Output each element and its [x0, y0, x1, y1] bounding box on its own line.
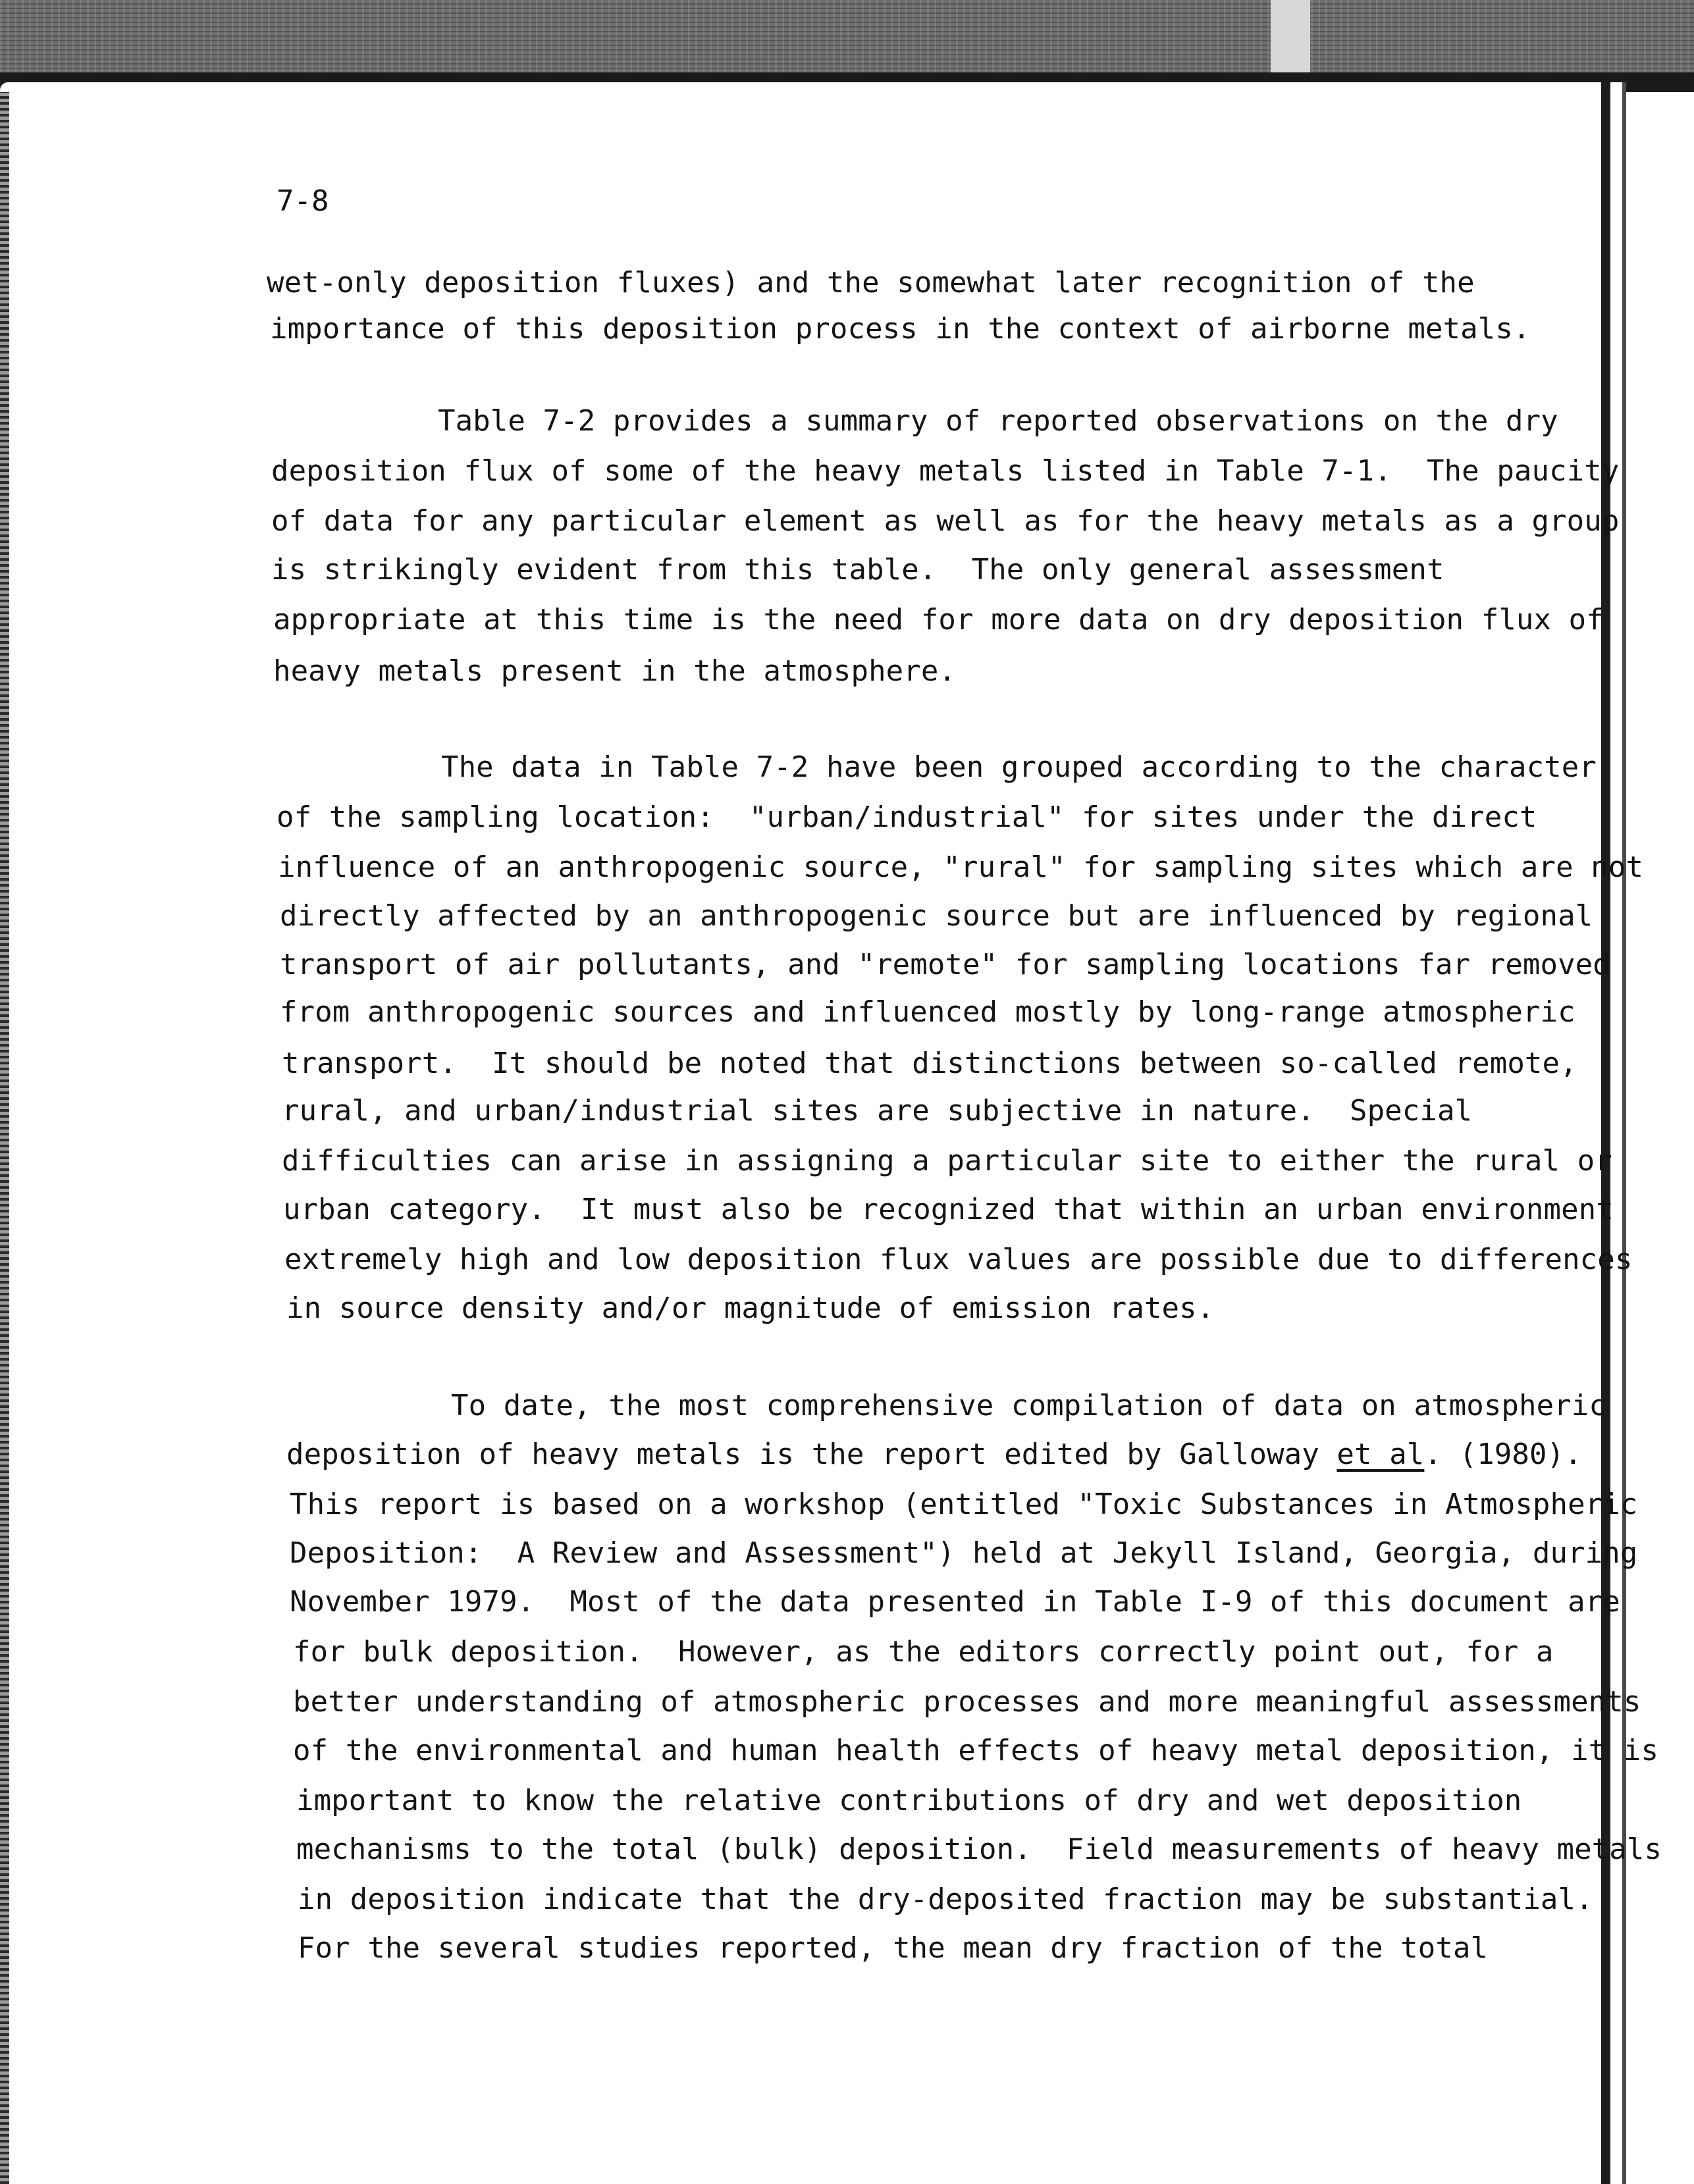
p2-line-5: transport of air pollutants, and "remote" for sampling locations far removed	[280, 948, 1610, 981]
p3-line-3: This report is based on a workshop (entitled "Toxic Substances in Atmospheric	[290, 1488, 1638, 1521]
p1-line-6: heavy metals present in the atmosphere.	[273, 654, 957, 688]
p1-line-5: appropriate at this time is the need for more data on dry deposition flux of	[273, 603, 1604, 637]
p2-line-6: from anthropogenic sources and influenced mostly by long-range atmospheric	[280, 995, 1575, 1029]
p3-line-5: November 1979. Most of the data presented in Table I-9 of this document are	[290, 1585, 1620, 1619]
p3-line-11: in deposition indicate that the dry-deposited fraction may be substantial.	[298, 1883, 1593, 1916]
page-binding-edge	[0, 92, 9, 2184]
p3-line-6: for bulk deposition. However, as the editors correctly point out, for a	[293, 1635, 1554, 1669]
p3-line-2-text: deposition of heavy metals is the report edited by Galloway	[286, 1438, 1337, 1471]
p2-line-1: The data in Table 7-2 have been grouped according to the character	[441, 750, 1597, 784]
p3-line-8: of the environmental and human health effects of heavy metal deposition, it is	[293, 1734, 1659, 1767]
p0-line-2: importance of this deposition process in the context of airborne metals.	[270, 312, 1531, 346]
p3-line-1: To date, the most comprehensive compilation of data on atmospheric	[451, 1389, 1606, 1422]
p2-line-10: urban category. It must also be recognized that within an urban environment	[283, 1193, 1614, 1226]
p2-line-7: transport. It should be noted that distinctions between so-called remote,	[282, 1047, 1577, 1080]
page-number: 7-8	[277, 184, 329, 218]
p3-line-4: Deposition: A Review and Assessment") held at Jekyll Island, Georgia, during	[290, 1536, 1638, 1570]
scanner-background	[0, 0, 1694, 92]
p3-line-7: better understanding of atmospheric processes and more meaningful assessments	[293, 1685, 1641, 1719]
p1-line-3: of data for any particular element as well as for the heavy metals as a group	[271, 504, 1620, 538]
p2-line-4: directly affected by an anthropogenic source but are influenced by regional	[280, 899, 1593, 933]
p3-line-12: For the several studies reported, the mean dry fraction of the total	[298, 1931, 1489, 1965]
p1-line-2: deposition flux of some of the heavy metals listed in Table 7-1. The paucity	[271, 454, 1620, 488]
p3-line-9: important to know the relative contributions of dry and wet deposition	[296, 1784, 1522, 1817]
p2-line-2: of the sampling location: "urban/industrial" for sites under the direct	[277, 800, 1537, 834]
p0-line-1: wet-only deposition fluxes) and the somewhat later recognition of the	[267, 266, 1475, 299]
p3-line-2	[286, 1435, 1582, 1474]
citation-et-al: et al	[1337, 1438, 1425, 1471]
p1-line-4: is strikingly evident from this table. The only general assessment	[271, 553, 1444, 586]
p3-line-10: mechanisms to the total (bulk) deposition. Field measurements of heavy metals	[296, 1833, 1662, 1866]
p2-line-3: influence of an anthropogenic source, "rural" for sampling sites which are not	[278, 850, 1644, 884]
p2-line-12: in source density and/or magnitude of emission rates.	[286, 1291, 1215, 1325]
p2-line-8: rural, and urban/industrial sites are subjective in nature. Special	[282, 1094, 1473, 1128]
p1-line-1: Table 7-2 provides a summary of reported observations on the dry	[438, 404, 1558, 438]
scanner-clip	[1271, 0, 1310, 72]
citation-year: . (1980).	[1424, 1438, 1582, 1471]
p2-line-11: extremely high and low deposition flux values are possible due to differences	[284, 1243, 1633, 1276]
p2-line-9: difficulties can arise in assigning a particular site to either the rural or	[282, 1144, 1612, 1178]
